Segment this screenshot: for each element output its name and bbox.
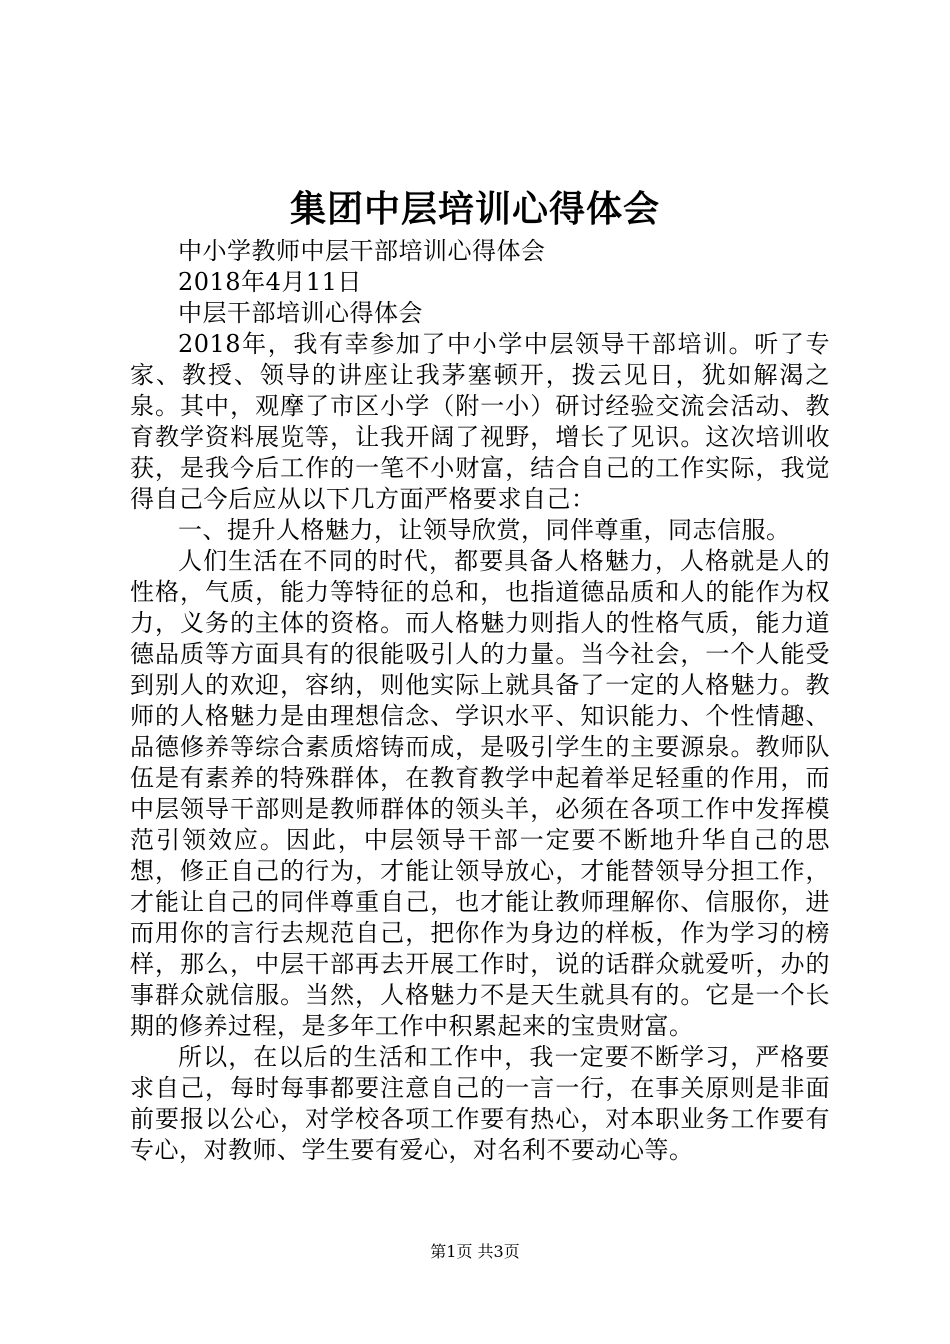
paragraph-date: 2018年4月11日 (178, 268, 362, 296)
paragraph-heading: 中层干部培训心得体会 (178, 299, 423, 327)
document-title: 集团中层培训心得体会 (289, 188, 660, 230)
paragraph-subtitle: 中小学教师中层干部培训心得体会 (178, 237, 546, 265)
document-body (130, 236, 830, 1166)
paragraph-conclusion: 所以，在以后的生活和工作中，我一定要不断学习，严格要求自己，每时每事都要注意自己的一言一行，在事关原则是非面前要报以公心，对学校各项工作要有热心，对本职业务工作要有专心，对教师、学生要有爱心，对名利不要动心等。 (130, 1043, 830, 1164)
paragraph-intro: 2018年，我有幸参加了中小学中层领导干部培训。听了专家、教授、领导的讲座让我茅塞顿开，拨云见日，犹如解渴之泉。其中，观摩了市区小学（附一小）研讨经验交流会活动、教育教学资料展览等，让我开阔了视野，增长了见识。这次培训收获，是我今后工作的一笔不小财富，结合自己的工作实际，我觉得自己今后应从以下几方面严格要求自己： (130, 330, 830, 513)
paragraph-personality: 人们生活在不同的时代，都要具备人格魅力，人格就是人的性格，气质，能力等特征的总和，也指道德品质和人的能作为权力，义务的主体的资格。而人格魅力则指人的性格气质，能力道德品质等方面具有的很能吸引人的力量。当今社会，一个人能受到别人的欢迎，容纳，则他实际上就具备了一定的人格魅力。教师的人格魅力是由理想信念、学识水平、知识能力、个性情趣、品德修养等综合素质熔铸而成，是吸引学生的主要源泉。教师队伍是有素养的特殊群体，在教育教学中起着举足轻重的作用，而中层领导干部则是教师群体的领头羊，必须在各项工作中发挥模范引领效应。因此，中层领导干部一定要不断地升华自己的思想，修正自己的行为，才能让领导放心，才能替领导分担工作，才能让自己的同伴尊重自己，也才能让教师理解你、信服你，进而用你的言行去规范自己，把你作为身边的样板，作为学习的榜样，那么，中层干部再去开展工作时，说的话群众就爱听，办的事群众就信服。当然，人格魅力不是天生就具有的。它是一个长期的修养过程，是多年工作中积累起来的宝贵财富。 (130, 547, 830, 1040)
page-footer: 第1页 共3页 (430, 1242, 520, 1261)
paragraph-section-one: 一、提升人格魅力，让领导欣赏，同伴尊重，同志信服。 (178, 516, 791, 544)
